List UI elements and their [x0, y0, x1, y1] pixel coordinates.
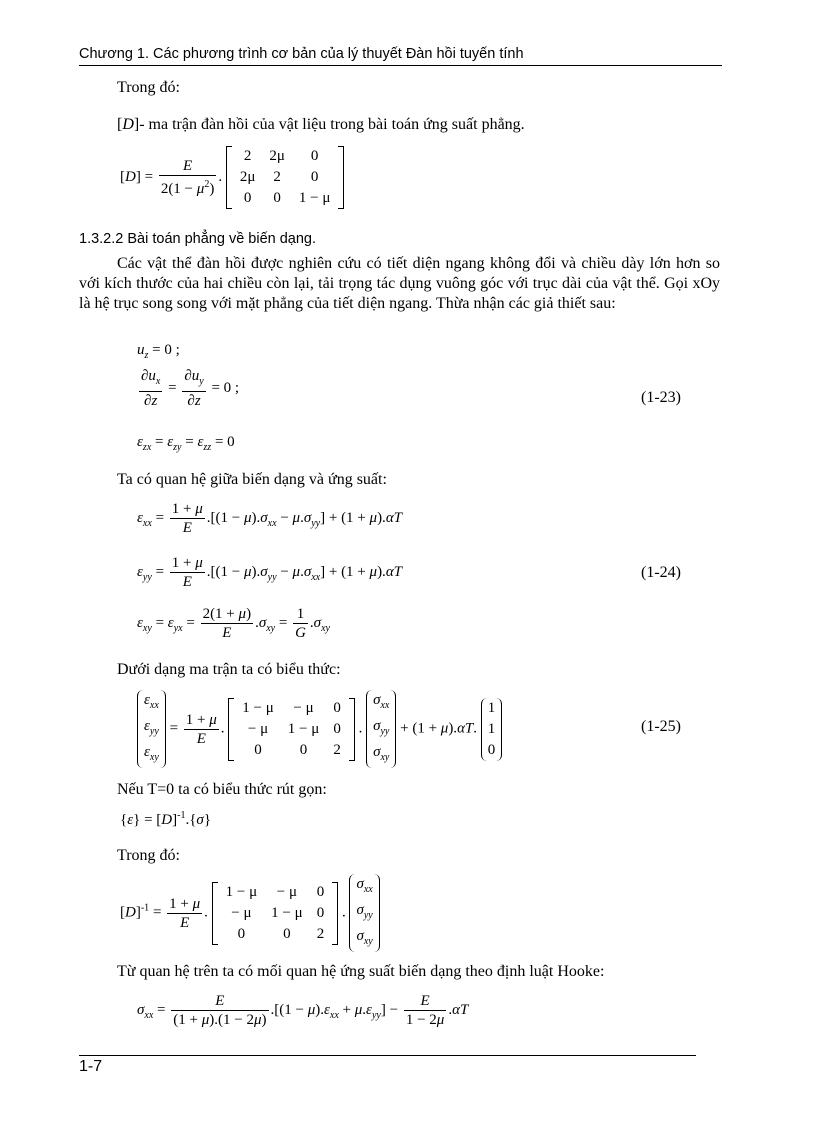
strain-matrix-cell: 2 [333, 741, 341, 758]
strain-matrix-cell: − μ [247, 720, 269, 737]
d-matrix [226, 146, 345, 209]
d-matrix-cell: 0 [243, 190, 252, 206]
d-definition-text: - ma trận đàn hồi của vật liệu trong bài toán ứng suất phẳng. [139, 116, 525, 133]
d-inverse-matrix-cell: 0 [283, 925, 291, 942]
eq-zero-strains: $\varepsilon_{zx} = \varepsilon_{zy} = \varepsilon_{zz} = 0$ [137, 434, 235, 453]
d-matrix-cell: 2μ [239, 169, 256, 185]
trong-do-label-2: Trong đó: [117, 847, 180, 864]
strain-matrix-cell: 1 − μ [242, 699, 274, 716]
eq-eps-yy: $\varepsilon_{yy}$ = $\frac{1 + \mu}{E}$ $.[(1 - \mu).\sigma_{yy} - \mu.\sigma_{xx}] + (1 + \mu).\alpha T$ [137, 555, 403, 590]
eq-inverse: $\{\varepsilon\} = [D]^{-1}.\{\sigma\}$ [120, 810, 212, 828]
d-matrix-cell: 0 [310, 148, 319, 164]
d-definition: [D]- ma trận đàn hồi của vật liệu trong bài toán ứng suất phẳng. [117, 116, 525, 133]
thermal-vector-entry: 0 [487, 741, 496, 758]
running-header: Chương 1. Các phương trình cơ bản của lý thuyết Đàn hồi tuyến tính [79, 46, 722, 66]
d-inverse-matrix-cell: − μ [276, 883, 298, 900]
eq-d-inverse: $[D]^{-1}$ = $\frac{1 + \mu}{E}$ . 1 − μ − μ 0 − μ 1 − μ 0 0 0 2 . $\sigma_{xx}$ $\sigma_{yy}$ $\sigma_{xy}$ [120, 874, 380, 952]
page-number: 1-7 [79, 1058, 103, 1075]
hooke-intro: Từ quan hệ trên ta có mối quan hệ ứng suất biến dạng theo định luật Hooke: [117, 963, 605, 980]
strain-matrix-cell: − μ [293, 699, 314, 716]
strain-matrix [228, 698, 355, 761]
eq-uz: $u_z = 0$ ; [137, 342, 180, 361]
d-matrix-cell: 2 [243, 148, 252, 164]
d-matrix-equation: [D] = $\frac{E}{2(1 - \mu^2)}$ . 2 2μ 0 2μ 2 0 0 0 1 − μ [120, 146, 344, 209]
d-inverse-matrix-cell: 2 [316, 925, 325, 942]
strain-matrix-cell: 0 [299, 741, 308, 758]
body-paragraph: Các vật thể đàn hồi được nghiên cứu có tiết diện ngang không đổi và chiều dày lớn hơn so với kích thước của hai chiều còn lại, tải trọng tác dụng vuông góc với trục dài của vật thể. Gọi xOy là hệ trục song song với mặt phẳng của tiết diện ngang. Thừa nhận các giả thiết sau: [79, 255, 720, 312]
d-matrix-cell: 0 [310, 169, 319, 185]
section-title: 1.3.2.2 Bài toán phẳng về biến dạng. [79, 231, 317, 247]
trong-do-label: Trong đó: [117, 79, 180, 96]
d-matrix-cell: 2μ [269, 148, 285, 164]
d-inverse-matrix-cell: − μ [231, 904, 252, 921]
eq-number-1-24: (1-24) [641, 564, 681, 581]
strain-matrix-cell: 0 [254, 741, 262, 758]
d-inverse-matrix [212, 882, 339, 945]
relation-intro: Ta có quan hệ giữa biến dạng và ứng suất: [117, 471, 387, 488]
strain-matrix-cell: 0 [333, 699, 341, 716]
eq-number-1-23: (1-23) [641, 389, 681, 406]
eq-matrix-form: $\varepsilon_{xx}$ $\varepsilon_{yy}$ $\varepsilon_{xy}$ = $\frac{1 + \mu}{E}$ . 1 − μ − μ 0 − μ 1 − μ 0 0 0 2 . $\sigma_{xx}$ $\sigma_{yy}$ $\sigma_{xy}$ + (1 + μ).αT. 1 1 0 [137, 690, 502, 768]
thermal-vector [481, 698, 503, 761]
d-inverse-matrix-cell: 0 [316, 883, 325, 900]
matrix-intro: Dưới dạng ma trận ta có biểu thức: [117, 661, 341, 678]
eq-sigma-xx: $\sigma_{xx}$ = $\frac{E}{(1 + \mu).(1 - 2\mu)}$ $.[(1 - \mu).\varepsilon_{xx} + \mu.\varepsilon_{yy}]$ − $\frac{E}{1 - 2\mu}$ .αT [137, 993, 469, 1028]
d-matrix-cell: 1 − μ [298, 190, 331, 206]
d-inverse-matrix-cell: 1 − μ [225, 883, 258, 900]
eq-derivatives: $\frac{\partial u_x}{\partial z}$ = $\frac{\partial u_y}{\partial z}$ = 0 ; [141, 368, 240, 409]
d-inverse-matrix-cell: 0 [316, 904, 325, 921]
d-matrix-cell: 2 [273, 169, 281, 185]
d-inverse-matrix-cell: 0 [237, 925, 246, 942]
thermal-vector-entry: 1 [487, 720, 496, 737]
thermal-vector-entry: 1 [487, 699, 496, 716]
footer-rule [79, 1055, 696, 1056]
d-inverse-matrix-cell: 1 − μ [271, 904, 303, 921]
d-matrix-cell: 0 [273, 190, 281, 206]
t0-intro: Nếu T=0 ta có biểu thức rút gọn: [117, 781, 327, 798]
eq-eps-xy: $\varepsilon_{xy} = \varepsilon_{yx}$ = $\frac{2(1 + \mu)}{E}$ $.\sigma_{xy}$ = $\frac{1}{G}$ $.\sigma_{xy}$ [137, 606, 330, 641]
strain-matrix-cell: 0 [333, 720, 341, 737]
eq-eps-xx: $\varepsilon_{xx}$ = $\frac{1 + \mu}{E}$ $.[(1 - \mu).\sigma_{xx} - \mu.\sigma_{yy}] + (1 + \mu).\alpha T$ [137, 501, 403, 536]
eq-number-1-25: (1-25) [641, 718, 681, 735]
strain-matrix-cell: 1 − μ [287, 720, 320, 737]
